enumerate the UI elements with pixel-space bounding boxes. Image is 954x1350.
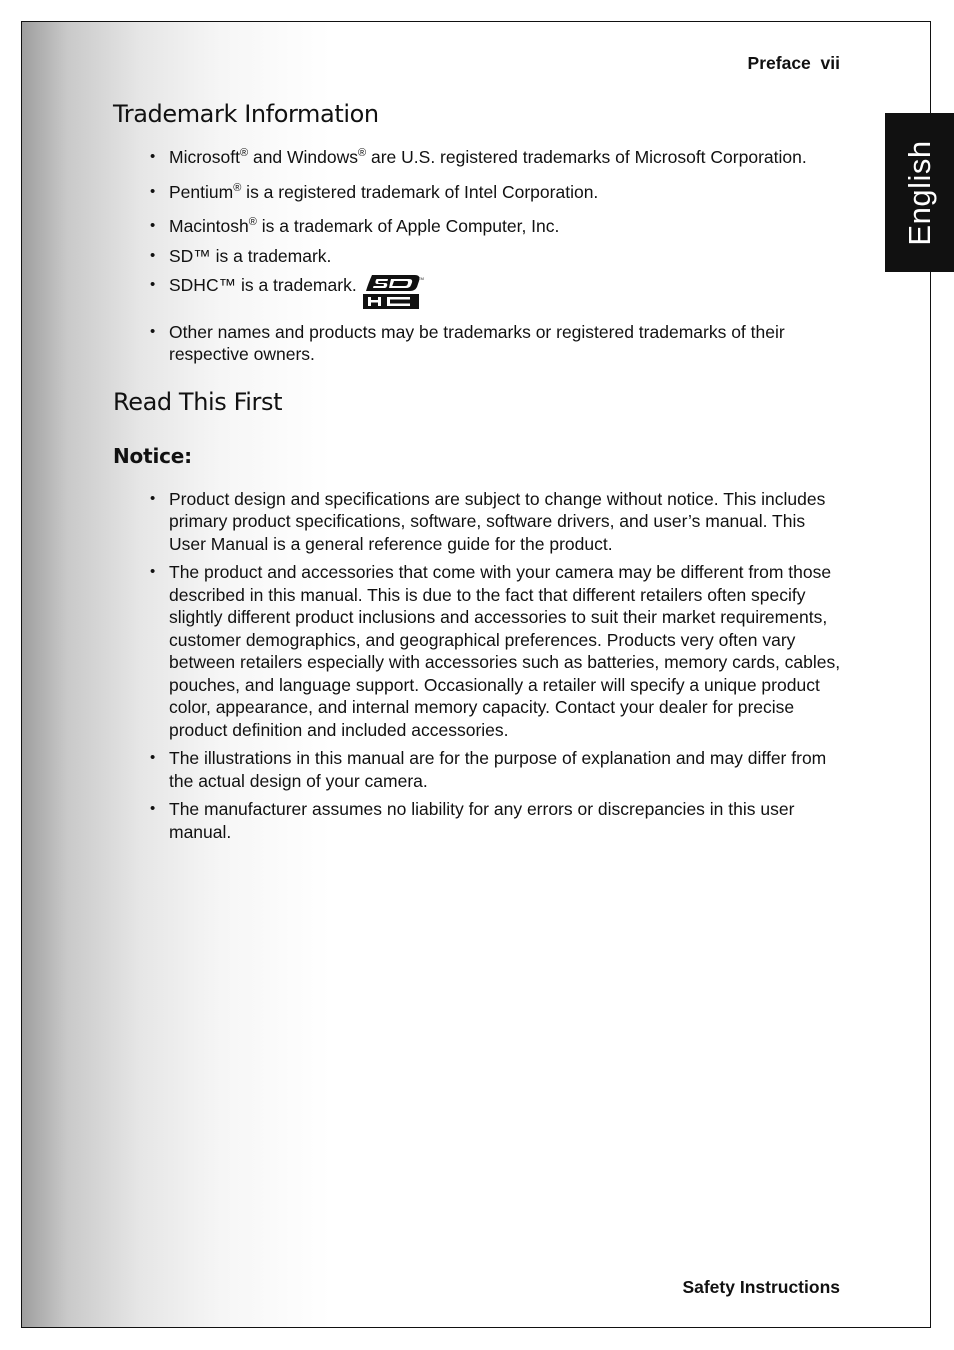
list-item: • The manufacturer assumes no liability for any errors or discrepancies in this user manual. — [113, 798, 843, 843]
list-item: • SD™ is a trademark. — [113, 245, 843, 268]
sdhc-logo-svg — [363, 270, 425, 310]
running-header — [748, 53, 840, 74]
header-section: Preface — [747, 53, 811, 73]
language-tab — [885, 113, 954, 272]
list-item: • SDHC™ is a trademark. TM — [113, 274, 843, 316]
list-item: • Pentium® is a registered trademark of Intel Corporation. — [113, 181, 843, 204]
trademark-heading: Trademark Information — [113, 100, 379, 128]
list-item: • Macintosh® is a trademark of Apple Computer, Inc. — [113, 215, 843, 238]
list-item: • Product design and specifications are subject to change without notice. This includes primary product specifications, software, software drivers, and user’s manual. This User Manual is a general reference guide for the product. — [113, 488, 843, 556]
list-item: • The product and accessories that come with your camera may be different from those described in this manual. This is due to the fact that different retailers often specify slightly different product inclusions and accessories to suit their market requirements, customer demographics, and geographical preferences. Products very often vary between retailers especially with accessories such as batteries, memory cards, cables, pouches, and language support. Occasionally a retailer will specify a unique product color, appearance, and internal memory capacity. Contact your dealer for precise product definition and included accessories. — [113, 561, 843, 741]
footer-title: Safety Instructions — [682, 1277, 840, 1297]
sdhc-logo-icon — [363, 270, 425, 316]
notice-list — [113, 488, 843, 844]
notice-heading: Notice: — [113, 443, 192, 468]
page-content — [113, 100, 843, 843]
list-item: • Microsoft® and Windows® are U.S. registered trademarks of Microsoft Corporation. — [113, 146, 843, 169]
trademark-list — [113, 146, 843, 366]
header-page-number: vii — [820, 53, 840, 73]
language-tab-label: English — [901, 139, 937, 246]
sdhc-logo-tm: TM — [417, 276, 424, 281]
list-item: • Other names and products may be trademarks or registered trademarks of their respective owners. — [113, 321, 843, 366]
read-first-heading: Read This First — [113, 387, 283, 416]
list-item: • The illustrations in this manual are for the purpose of explanation and may differ from the actual design of your camera. — [113, 747, 843, 792]
